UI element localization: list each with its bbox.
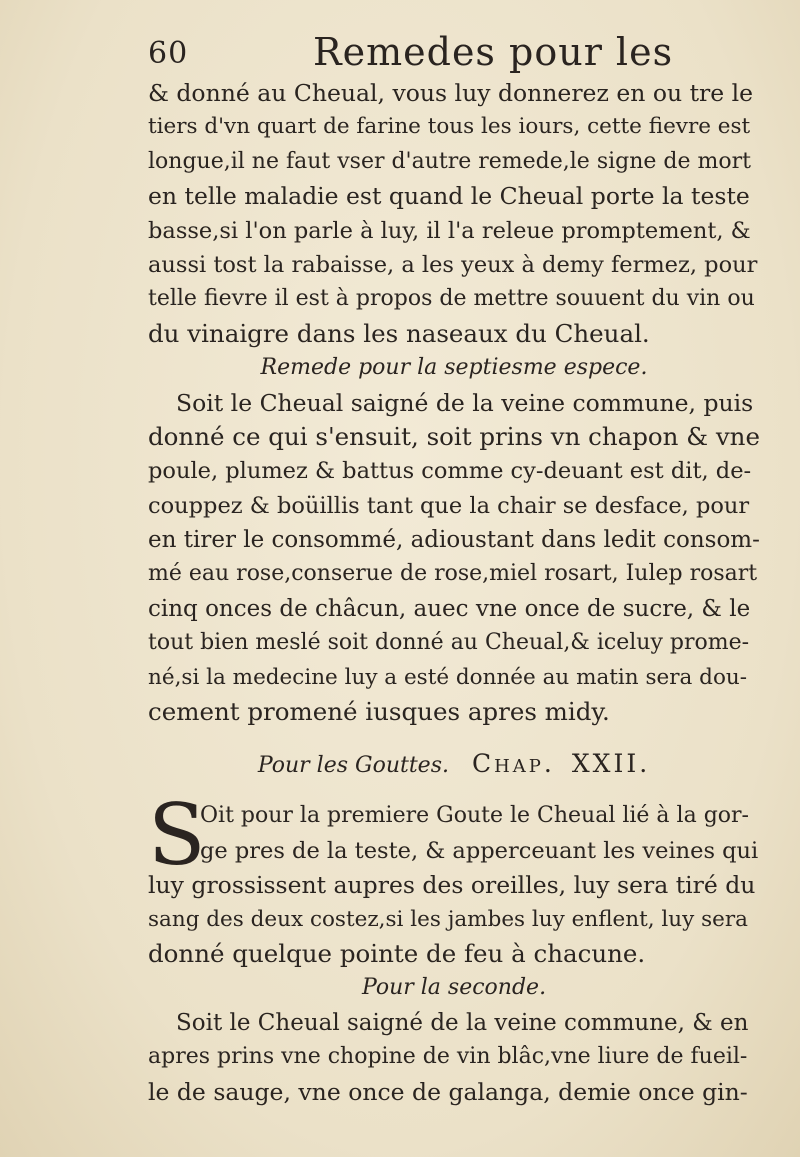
text-line: luy grossissent aupres des oreilles, luy sera tiré du <box>148 871 756 900</box>
running-title: Remedes pour les <box>313 30 674 74</box>
text-line: & donné au Cheual, vous luy donnerez en ou tre le <box>148 79 754 107</box>
paragraph-first-gout <box>148 786 760 971</box>
text-line: telle fievre il est à propos de mettre souuent du vin ou <box>148 286 755 312</box>
text-line: tiers d'vn quart de farine tous les iours, cette fievre est <box>148 114 751 140</box>
text-line: mé eau rose,conserue de rose,miel rosart, Iulep rosart <box>148 561 758 587</box>
text-line: le de sauge, vne once de galanga, demie once gin- <box>148 1077 748 1106</box>
text-line: Soit le Cheual saigné de la veine commune, puis <box>176 388 754 417</box>
chapter-title: Pour les Gouttes. <box>257 753 449 779</box>
text-line: du vinaigre dans les naseaux du Cheual. <box>148 318 650 348</box>
text-line: Soit le Cheual saigné de la veine commune, & en <box>176 1009 749 1036</box>
text-line: cinq onces de châcun, auec vne once de sucre, & le <box>148 595 751 622</box>
text-line: longue,il ne faut vser d'autre remede,le signe de mort <box>148 148 751 174</box>
text-line: en tirer le consommé, adioustant dans ledit consom- <box>148 527 760 554</box>
chapter-heading <box>148 729 760 799</box>
section-heading: Pour la seconde. <box>361 975 547 1001</box>
chapter-label: Chap. <box>471 749 555 779</box>
text-line: cement promené iusques apres midy. <box>148 697 610 727</box>
text-line: né,si la medecine luy a esté donnée au matin sera dou- <box>148 664 747 690</box>
text-line: en telle maladie est quand le Cheual porte la teste <box>148 182 750 211</box>
paragraph-second-gout <box>148 1006 760 1109</box>
text-line: poule, plumez & battus comme cy-deuant est dit, de- <box>148 458 752 485</box>
paragraph-fever-cure <box>148 76 760 351</box>
page-header <box>148 30 708 82</box>
text-line: couppez & boüillis tant que la chair se desface, pour <box>148 492 750 519</box>
text-line: tout bien meslé soit donné au Cheual,& iceluy prome- <box>148 630 750 656</box>
text-line: donné ce qui s'ensuit, soit prins vn chapon & vne <box>148 421 760 451</box>
text-block <box>148 76 760 1109</box>
text-line: aussi tost la rabaisse, a les yeux à demy fermez, pour <box>148 251 758 278</box>
text-line: Oit pour la premiere Goute le Cheual lié à la gor- <box>200 803 749 829</box>
chapter-number: XXII. <box>571 749 651 779</box>
drop-cap: S <box>148 786 206 885</box>
text-line: ge pres de la teste, & apperceuant les veines qui <box>200 837 759 864</box>
paragraph-seventh-species <box>148 386 760 730</box>
text-line: sang des deux costez,si les jambes luy enflent, luy sera <box>148 906 748 932</box>
text-line: apres prins vne chopine de vin blâc,vne liure de fueil- <box>148 1044 748 1070</box>
page-number: 60 <box>148 36 189 71</box>
section-heading: Remede pour la septiesme espece. <box>260 355 648 381</box>
text-line: basse,si l'on parle à luy, il l'a releue promptement, & <box>148 217 751 244</box>
text-line: donné quelque pointe de feu à chacune. <box>148 938 646 968</box>
